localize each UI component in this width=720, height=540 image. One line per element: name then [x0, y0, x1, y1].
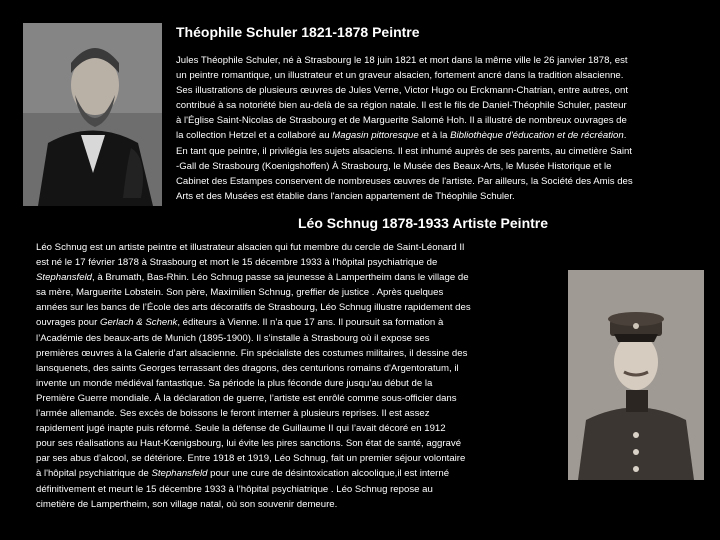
text-run: un peintre romantique, un illustrateur et un graveur alsacien, fortement ancré dans la tradition alsacienne.	[176, 70, 624, 82]
text-line	[36, 361, 564, 376]
text-line	[36, 436, 564, 451]
text-run: l’Académie des beaux-arts de Munich (1895-1900). Il s’installe à Strasbourg où il expose ses	[36, 332, 430, 344]
text-line	[36, 300, 564, 315]
text-run: , à Brumath, Bas-Rhin. Léo Schnug passe sa jeunesse à Lampertheim dans le village de	[92, 272, 469, 284]
schnug-biography	[36, 240, 564, 512]
text-run: premières œuvres à la Galerie d’art alsacienne. Fin spécialiste des costumes militaires, il dessine des	[36, 347, 468, 359]
text-run: pour une cure de désintoxication alcoolique,il est interné	[207, 468, 450, 480]
schuler-portrait-photo	[23, 23, 162, 206]
text-run: par ses abus d’alcool, se détériore. Entre 1918 et 1919, Léo Schnug, fait un premier séjour volontaire	[36, 453, 466, 465]
text-line	[176, 68, 696, 83]
text-run: pour ses réalisations au Haut-Kœnigsbourg, lui évite les pires sanctions. Son état de santé, aggravé	[36, 438, 462, 450]
text-line	[36, 285, 564, 300]
text-run: invente un monde médiéval fantastique. Sa période la plus féconde dure jusqu’au début de la	[36, 377, 433, 389]
text-run: est né le 17 février 1878 à Strasbourg et mort le 15 décembre 1933 à l'hôpital psychiatrique de	[36, 257, 438, 269]
text-run: Jules Théophile Schuler, né à Strasbourg le 18 juin 1821 et mort dans la même ville le 26 janvier 1878, est	[176, 55, 628, 66]
text-run: ouvrages pour	[36, 317, 100, 329]
text-run: l’armée allemande. Ses excès de boissons le feront interner à plusieurs reprises. Il est assez	[36, 408, 430, 420]
text-run: Cabinet des Estampes conservent de nombreuses œuvres de l'artiste. Par ailleurs, la Société des Amis des	[176, 175, 633, 187]
italic-title-run: Bibliothèque d'éducation et de récréation	[450, 130, 624, 142]
text-line	[36, 391, 564, 406]
text-line	[176, 98, 696, 113]
text-line	[36, 482, 564, 497]
text-run: années sur les bancs de l’École des arts décoratifs de Strasbourg, Léo Schnug illustre rapidement des	[36, 302, 471, 314]
text-line	[176, 189, 696, 204]
text-run: Première Guerre mondiale. À la déclaration de guerre, l’artiste est enrôlé comme sous-officier dans	[36, 392, 457, 404]
italic-title-run: Stephansfeld	[36, 272, 93, 284]
schuler-biography	[176, 53, 696, 204]
italic-title-run: Stephansfeld	[151, 468, 208, 480]
text-run: sa mère, Marguerite Lobstein. Son père, Maximilien Schnug, greffier de justice . Après quelques	[36, 287, 444, 299]
text-run: , éditeurs à Vienne. Il n’a que 17 ans. Il poursuit sa formation à	[177, 317, 444, 329]
text-line	[36, 331, 564, 346]
text-line	[176, 83, 696, 98]
text-run: .	[623, 130, 627, 142]
text-run: définitivement et meurt le 15 décembre 1933 à l’hôpital psychiatrique . Léo Schnug repose au	[36, 483, 433, 495]
text-run: Léo Schnug est un artiste peintre et illustrateur alsacien qui fut membre du cercle de Saint-Léonard Il	[36, 242, 465, 253]
text-line	[36, 270, 564, 285]
italic-title-run: Magasin pittoresque	[332, 130, 419, 142]
text-run: contribué à sa notoriété bien au-delà de sa région natale. Il est le fils de Daniel-Théophile Schuler, pasteur	[176, 100, 627, 112]
text-line	[36, 240, 564, 255]
text-run: et à la	[418, 130, 451, 142]
text-line	[36, 346, 564, 361]
text-run: cimetière de Lampertheim, son village natal, où son souvenir demeure.	[36, 498, 338, 510]
text-line	[36, 497, 564, 512]
text-line	[36, 406, 564, 421]
text-run: à l'Église Saint-Nicolas de Strasbourg et de Marguerite Salomé Hoh. Il a illustré de nombreux ouvrages de	[176, 115, 627, 127]
text-line	[176, 144, 696, 159]
text-line	[36, 315, 564, 330]
text-run: lansquenets, des saints Georges terrassant des dragons, des centurions romains d'Argentoratum, il	[36, 362, 459, 374]
text-run: la collection Hetzel et a collaboré au	[176, 130, 333, 142]
text-run: Ses illustrations de plusieurs œuvres de Jules Verne, Victor Hugo ou Erckmann-Chatrian, entre autres, ont	[176, 85, 629, 97]
text-line	[176, 128, 696, 143]
text-run: rapidement jugé inapte puis réformé. Seule la défense de Guillaume II qui l’avait décoré en 1912	[36, 423, 446, 435]
text-line	[36, 451, 564, 466]
text-line	[176, 174, 696, 189]
text-line	[36, 255, 564, 270]
text-line	[176, 53, 696, 68]
text-line	[36, 466, 564, 481]
text-line	[176, 113, 696, 128]
schuler-portrait-illustration	[23, 23, 162, 206]
schuler-title: Théophile Schuler 1821-1878 Peintre	[176, 24, 420, 40]
text-line	[176, 159, 696, 174]
schnug-title: Léo Schnug 1878-1933 Artiste Peintre	[298, 215, 549, 231]
text-run: En tant que peintre, il privilégia les sujets alsaciens. Il est inhumé auprès de ses parents, au cimetière Saint	[176, 145, 632, 157]
text-line	[36, 421, 564, 436]
italic-title-run: Gerlach & Schenk	[100, 317, 178, 329]
text-run: à l'hôpital psychiatrique de	[36, 468, 152, 480]
text-run: -Gall de Strasbourg (Koenigshoffen) À Strasbourg, le Musée des Beaux-Arts, le Musée Historique et le	[176, 160, 612, 172]
schnug-portrait-photo	[568, 270, 704, 480]
schnug-portrait-illustration	[568, 270, 704, 480]
text-run: Arts et des Musées est établie dans l'ancien appartement de Théophile Schuler.	[176, 190, 515, 202]
text-line	[36, 376, 564, 391]
